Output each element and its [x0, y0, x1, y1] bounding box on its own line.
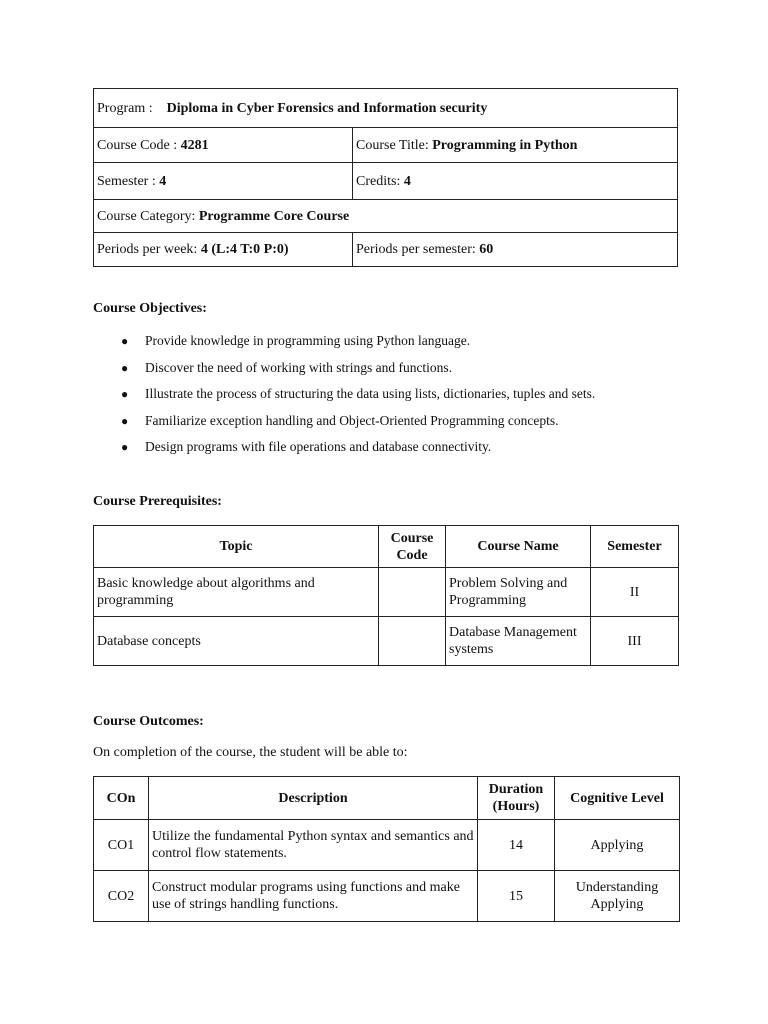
bullet-icon: ●: [121, 360, 129, 375]
course-code-label: Course Code :: [97, 137, 178, 153]
periods-sem-value: 60: [479, 242, 494, 257]
course-title-cell: [353, 128, 678, 163]
table-header: Cognitive Level: [555, 777, 680, 820]
table-header: Topic: [94, 526, 379, 568]
list-item: ● Familiarize exception handling and Object-Oriented Programming concepts.: [93, 408, 595, 435]
prerequisites-table: [93, 525, 679, 666]
table-cell: CO1: [94, 820, 149, 871]
table-header: COn: [94, 777, 149, 820]
course-title-label: Course Title:: [356, 137, 429, 153]
table-cell: CO2: [94, 871, 149, 922]
list-item: ● Provide knowledge in programming using Python language.: [93, 328, 595, 355]
course-code-cell: [94, 128, 353, 163]
credits-cell: [353, 163, 678, 200]
periods-sem-cell: [353, 233, 678, 267]
semester-label: Semester :: [97, 173, 156, 189]
prerequisites-heading: Course Prerequisites:: [93, 494, 222, 509]
outcomes-table: [93, 776, 680, 922]
category-cell: [94, 200, 678, 233]
table-cell: Construct modular programs using functions and make use of strings handling functions.: [149, 871, 478, 922]
program-label: Program :: [97, 100, 153, 116]
table-cell: 15: [478, 871, 555, 922]
list-item: ● Illustrate the process of structuring the data using lists, dictionaries, tuples and sets.: [93, 381, 595, 408]
course-info-table: [93, 88, 678, 267]
objectives-heading: Course Objectives:: [93, 301, 207, 316]
outcomes-intro: On completion of the course, the student will be able to:: [93, 745, 408, 760]
table-row: [94, 820, 680, 871]
table-cell: 14: [478, 820, 555, 871]
table-header: Course Code: [379, 526, 446, 568]
category-label: Course Category:: [97, 208, 196, 224]
table-row: [94, 871, 680, 922]
bullet-icon: ●: [121, 440, 129, 454]
table-cell: Problem Solving and Programming: [446, 568, 591, 617]
credits-label: Credits:: [356, 173, 401, 189]
outcomes-heading: Course Outcomes:: [93, 714, 204, 729]
category-value: Programme Core Course: [198, 208, 350, 224]
table-cell: [379, 617, 446, 666]
list-item: ● Design programs with file operations and database connectivity.: [93, 434, 595, 461]
table-cell: Database Management systems: [446, 617, 591, 666]
periods-sem-label: Periods per semester:: [356, 242, 476, 257]
bullet-icon: ●: [121, 334, 129, 348]
table-header: Duration (Hours): [478, 777, 555, 820]
periods-week-label: Periods per week:: [97, 242, 198, 257]
table-row: [94, 568, 679, 617]
course-title-value: Programming in Python: [432, 137, 578, 153]
bullet-icon: ●: [121, 413, 129, 428]
table-row: [94, 617, 679, 666]
table-cell: Understanding Applying: [555, 871, 680, 922]
table-cell: [379, 568, 446, 617]
table-header: Description: [149, 777, 478, 820]
table-header: Course Name: [446, 526, 591, 568]
objectives-list: [93, 328, 595, 461]
table-cell: Utilize the fundamental Python syntax and semantics and control flow statements.: [149, 820, 478, 871]
periods-week-value: 4 (L:4 T:0 P:0): [200, 242, 289, 257]
bullet-icon: ●: [121, 387, 129, 401]
semester-cell: [94, 163, 353, 200]
program-cell: [94, 89, 678, 128]
table-cell: Basic knowledge about algorithms and programming: [94, 568, 379, 617]
table-cell: Applying: [555, 820, 680, 871]
list-item: ● Discover the need of working with strings and functions.: [93, 355, 595, 382]
table-cell: Database concepts: [94, 617, 379, 666]
table-header: Semester: [591, 526, 679, 568]
course-code-value: 4281: [180, 137, 209, 153]
periods-week-cell: [94, 233, 353, 267]
semester-value: 4: [159, 173, 167, 189]
credits-value: 4: [403, 173, 411, 189]
program-value: Diploma in Cyber Forensics and Information security: [166, 100, 488, 116]
table-cell: II: [591, 568, 679, 617]
table-cell: III: [591, 617, 679, 666]
